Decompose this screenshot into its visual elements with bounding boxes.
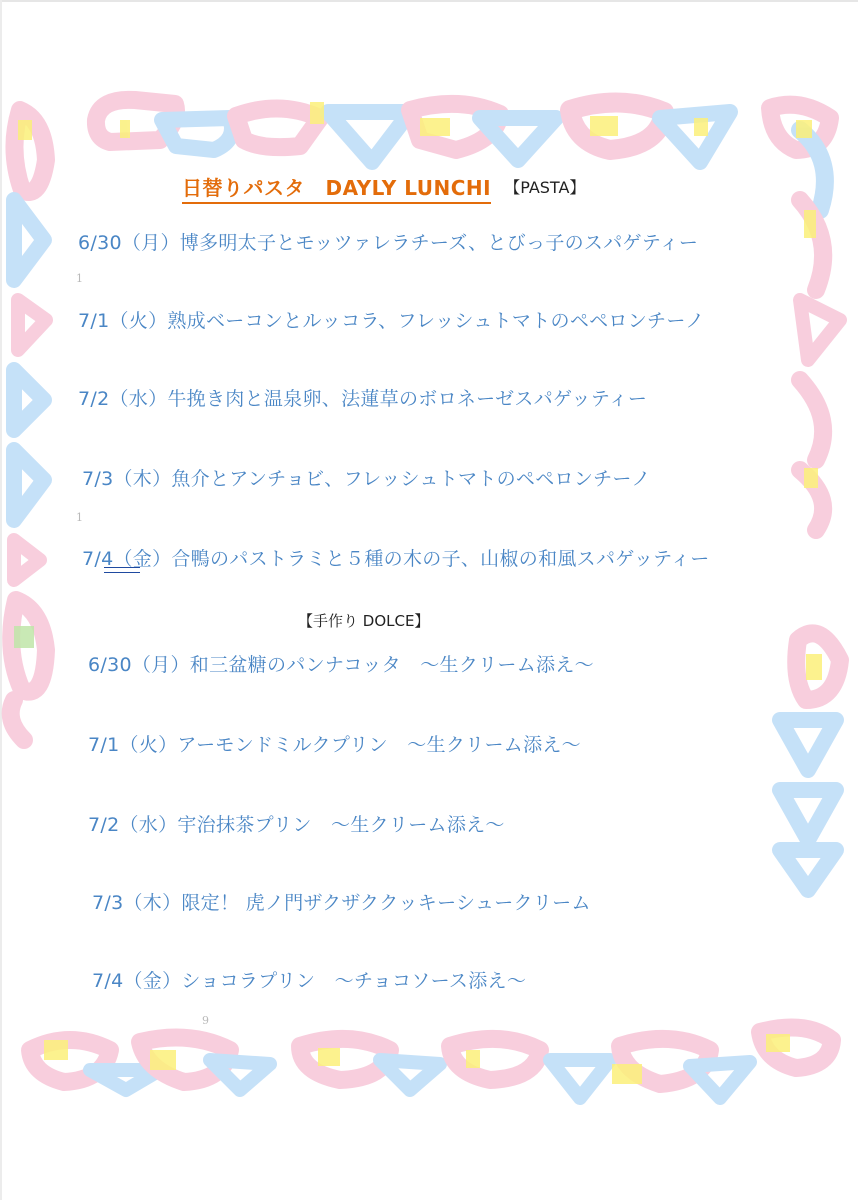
page-mark: 1 [76,272,83,285]
page-mark: 9 [202,1014,209,1027]
page-top-edge [0,0,858,2]
deco-shape [90,1070,160,1090]
deco-shape [210,1060,270,1090]
deco-shape [450,1039,540,1080]
dolce-item-0702: 7/2（水）宇治抹茶プリン ～生クリーム添え～ [88,814,505,836]
deco-shape [660,112,730,162]
deco-shape [14,370,44,430]
deco-highlight [466,1050,480,1068]
deco-shape [14,450,44,520]
deco-highlight [804,210,816,238]
deco-highlight [14,626,34,648]
dolce-item-0704: 7/4（金）ショコラプリン ～チョコソース添え～ [92,970,527,992]
deco-shape [11,700,24,740]
deco-highlight [150,1050,176,1070]
dolce-item-0703: 7/3（木）限定！ 虎ノ門ザクザククッキーシュークリーム [92,892,591,914]
menu-title-row [182,172,702,206]
deco-shape [14,110,46,192]
deco-shape [300,1039,390,1080]
deco-shape [96,100,176,142]
deco-shape [480,118,556,160]
deco-shape [800,380,823,460]
deco-shape [800,300,840,360]
deco-shape [162,118,232,150]
deco-shape [18,300,46,350]
deco-shape [800,130,825,210]
pasta-item-0703: 7/3（木）魚介とアンチョビ、フレッシュトマトのペペロンチーノ [82,468,651,490]
deco-highlight [766,1034,790,1052]
deco-highlight [318,1048,340,1066]
dolce-section-heading: 【手作り DOLCE】 [298,612,430,630]
page-left-edge [0,0,2,1200]
deco-shape [11,600,46,692]
pasta-section-tag: 【PASTA】 [504,178,586,197]
deco-highlight [590,116,618,136]
deco-shape [570,102,664,150]
menu-title: 日替りパスタ DAYLY LUNCHI [182,172,491,204]
deco-highlight [44,1040,68,1060]
deco-shape [140,1038,230,1083]
deco-highlight [612,1064,642,1084]
dolce-item-0701: 7/1（火）アーモンドミルクプリン ～生クリーム添え～ [88,734,581,756]
deco-highlight [804,468,818,488]
deco-shape [410,104,500,150]
deco-shape [30,1040,110,1082]
deco-shape [14,200,44,280]
pasta-item-0701: 7/1（火）熟成ベーコンとルッコラ、フレッシュトマトのペペロンチーノ [78,310,705,332]
dolce-item-0630: 6/30（月）和三盆糖のパンナコッタ ～生クリーム添え～ [88,654,594,676]
pasta-item-0630: 6/30（月）博多明太子とモッツァレラチーズ、とびっ子のスパゲティー [78,232,699,254]
deco-shape [236,108,320,147]
deco-shape [780,850,836,890]
pasta-item-0702: 7/2（水）牛挽き肉と温泉卵、法蓮草のボロネーゼスパゲッティー [78,388,648,410]
deco-shape [690,1062,750,1098]
deco-shape [770,105,830,150]
deco-shape [800,470,823,530]
double-underline-mark [104,567,140,573]
deco-shape [780,790,836,840]
deco-highlight [18,120,32,140]
deco-shape [380,1060,440,1090]
deco-shape [796,633,840,700]
pasta-item-0704: 7/4（金）合鴨のパストラミと５種の木の子、山椒の和風スパゲッティー [82,548,710,570]
deco-highlight [120,120,130,138]
deco-shape [14,540,40,580]
deco-shape [620,1039,710,1084]
deco-highlight [694,118,708,136]
deco-shape [760,1028,832,1069]
deco-highlight [796,120,812,138]
deco-shape [800,200,823,290]
deco-shape [328,112,410,162]
deco-highlight [806,654,822,680]
deco-highlight [420,118,450,136]
deco-shape [780,720,836,770]
deco-shape [550,1060,610,1098]
page-mark: 1 [76,511,83,524]
deco-highlight [310,102,324,124]
